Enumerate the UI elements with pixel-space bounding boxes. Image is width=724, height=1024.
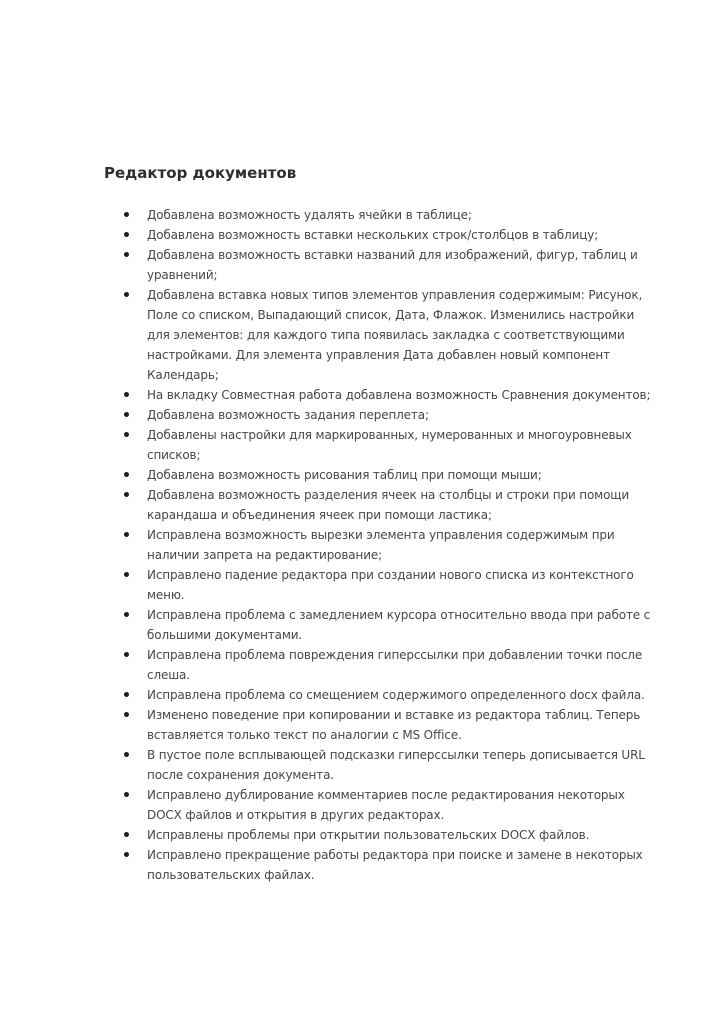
bullet-icon <box>124 852 129 857</box>
bullet-icon <box>124 492 129 497</box>
bullet-icon <box>124 792 129 797</box>
list-item <box>0 845 657 885</box>
list-item-text: Добавлена возможность разделения ячеек на столбцы и строки при помощи карандаша и объединения ячеек при помощи ластика; <box>147 488 630 522</box>
list-item-text: Исправлена проблема со смещением содержимого определенного docx файла. <box>147 688 645 702</box>
list-item <box>0 425 657 465</box>
list-item <box>0 485 657 525</box>
list-item <box>0 525 657 565</box>
list-item <box>0 825 657 845</box>
list-item <box>0 645 657 685</box>
bullet-icon <box>124 252 129 257</box>
list-item <box>0 685 657 705</box>
bullet-icon <box>124 412 129 417</box>
list-item-text: Исправлено падение редактора при создании нового списка из контекстного меню. <box>147 568 634 602</box>
list-item-text: Добавлена возможность вставки названий для изображений, фигур, таблиц и уравнений; <box>147 248 638 282</box>
bullet-icon <box>124 572 129 577</box>
list-item-text: На вкладку Совместная работа добавлена возможность Сравнения документов; <box>147 388 651 402</box>
list-item-text: Исправлена возможность вырезки элемента управления содержимым при наличии запрета на редактирование; <box>147 528 615 562</box>
list-item-text: Исправлена проблема с замедлением курсора относительно ввода при работе с большими документами. <box>147 608 651 642</box>
list-item-text: Добавлена возможность рисования таблиц при помощи мыши; <box>147 468 542 482</box>
list-item <box>0 385 657 405</box>
list-item <box>0 465 657 485</box>
list-item <box>0 405 657 425</box>
bullet-icon <box>124 832 129 837</box>
list-item-text: Исправлено дублирование комментариев после редактирования некоторых DOCX файлов и открытия в других редакторах. <box>147 788 625 822</box>
list-item-text: Добавлены настройки для маркированных, нумерованных и многоуровневых списков; <box>147 428 632 462</box>
bullet-icon <box>124 652 129 657</box>
bullet-icon <box>124 432 129 437</box>
list-item-text: Добавлена вставка новых типов элементов управления содержимым: Рисунок, Поле со списком, Выпадающий список, Дата, Флажок. Изменились настройки для элементов: для каждого типа появилась закладка с соответствующими настройками. Для элемента управления Дата добавлен новый компонент Календарь; <box>147 288 643 382</box>
bullet-icon <box>124 692 129 697</box>
changelog-list <box>0 205 724 885</box>
list-item-text: Изменено поведение при копировании и вставке из редактора таблиц. Теперь вставляется только текст по аналогии с MS Office. <box>147 708 641 742</box>
list-item-text: Исправлена проблема повреждения гиперссылки при добавлении точки после слеша. <box>147 648 643 682</box>
bullet-icon <box>124 612 129 617</box>
list-item <box>0 605 657 645</box>
list-item <box>0 705 657 745</box>
list-item <box>0 245 657 285</box>
list-item <box>0 785 657 825</box>
list-item-text: Добавлена возможность задания переплета; <box>147 408 429 422</box>
list-item <box>0 205 657 225</box>
bullet-icon <box>124 472 129 477</box>
bullet-icon <box>124 392 129 397</box>
list-item-text: Исправлено прекращение работы редактора при поиске и замене в некоторых пользовательских файлах. <box>147 848 643 882</box>
section-title: Редактор документов <box>104 164 297 182</box>
list-item <box>0 225 657 245</box>
list-item <box>0 745 657 785</box>
list-item-text: В пустое поле всплывающей подсказки гиперссылки теперь дописывается URL после сохранения документа. <box>147 748 645 782</box>
list-item-text: Исправлены проблемы при открытии пользовательских DOCX файлов. <box>147 828 590 842</box>
bullet-icon <box>124 292 129 297</box>
bullet-icon <box>124 712 129 717</box>
list-item-text: Добавлена возможность удалять ячейки в таблице; <box>147 208 472 222</box>
bullet-icon <box>124 232 129 237</box>
list-item-text: Добавлена возможность вставки нескольких строк/столбцов в таблицу; <box>147 228 599 242</box>
list-item <box>0 565 657 605</box>
bullet-icon <box>124 752 129 757</box>
bullet-icon <box>124 212 129 217</box>
bullet-icon <box>124 532 129 537</box>
list-item <box>0 285 657 385</box>
